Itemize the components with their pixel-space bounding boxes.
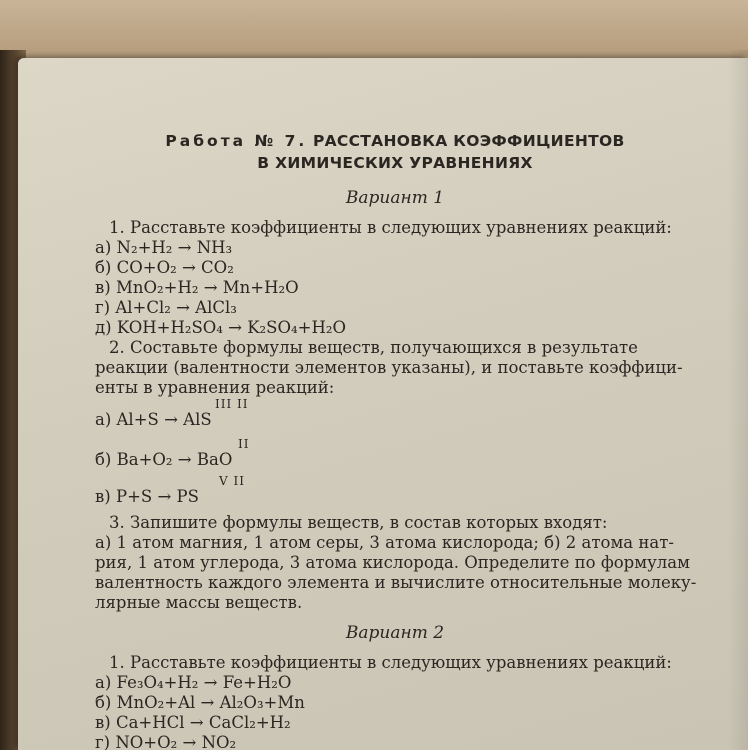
- title-line1: РАССТАНОВКА КОЭФФИЦИЕНТОВ: [312, 132, 625, 150]
- title-line2: В ХИМИЧЕСКИХ УРАВНЕНИЯХ: [257, 154, 533, 172]
- v1-task3-line5: лярные массы веществ.: [95, 593, 303, 612]
- v2-task1-item-d: г) NO+O₂ → NO₂: [95, 733, 237, 750]
- variant1-heading: Вариант 1: [345, 188, 445, 208]
- v1-task3-line4: валентность каждого элемента и вычислите относительные молеку-: [95, 573, 697, 592]
- v1-task3-line2: а) 1 атом магния, 1 атом серы, 3 атома кислорода; б) 2 атома нат-: [95, 533, 674, 552]
- valence-label-b: II: [238, 437, 250, 451]
- page-edge-shadow: [728, 50, 748, 750]
- v1-task1-item-e: д) KOH+H₂SO₄ → K₂SO₄+H₂O: [95, 318, 346, 337]
- variant2-heading: Вариант 2: [345, 623, 445, 643]
- v2-task1-text: 1. Расставьте коэффициенты в следующих уравнениях реакций:: [109, 653, 672, 672]
- v1-task2-line2: реакции (валентности элементов указаны), и поставьте коэффици-: [95, 358, 683, 377]
- v1-task2-line3: енты в уравнения реакций:: [95, 378, 335, 397]
- v1-task1-item-c: в) MnO₂+H₂ → Mn+H₂O: [95, 278, 299, 297]
- valence-label-c: V II: [219, 474, 245, 488]
- v1-task1-item-a: а) N₂+H₂ → NH₃: [95, 238, 233, 257]
- v1-task1-text: 1. Расставьте коэффициенты в следующих уравнениях реакций:: [109, 218, 672, 237]
- v1-task2-line1: 2. Составьте формулы веществ, получающихся в результате: [109, 338, 638, 357]
- title-prefix: Работа № 7.: [165, 132, 308, 150]
- v1-task2-item-a: а) Al+S → AlS: [95, 410, 212, 429]
- v1-task2-item-b: б) Ba+O₂ → BaO: [95, 450, 233, 469]
- v1-task2-item-c: в) P+S → PS: [95, 487, 199, 506]
- v1-task1-item-d: г) Al+Cl₂ → AlCl₃: [95, 298, 237, 317]
- v1-task1-item-b: б) CO+O₂ → CO₂: [95, 258, 234, 277]
- v1-task3-line1: 3. Запишите формулы веществ, в состав которых входят:: [109, 513, 608, 532]
- v1-task3-line3: рия, 1 атом углерода, 3 атома кислорода. Определите по формулам: [95, 553, 690, 572]
- work-title: [95, 130, 695, 174]
- v2-task1-item-b: б) MnO₂+Al → Al₂O₃+Mn: [95, 693, 305, 712]
- v2-task1-item-c: в) Ca+HCl → CaCl₂+H₂: [95, 713, 291, 732]
- v2-task1-item-a: а) Fe₃O₄+H₂ → Fe+H₂O: [95, 673, 292, 692]
- valence-label-a: III II: [215, 397, 249, 411]
